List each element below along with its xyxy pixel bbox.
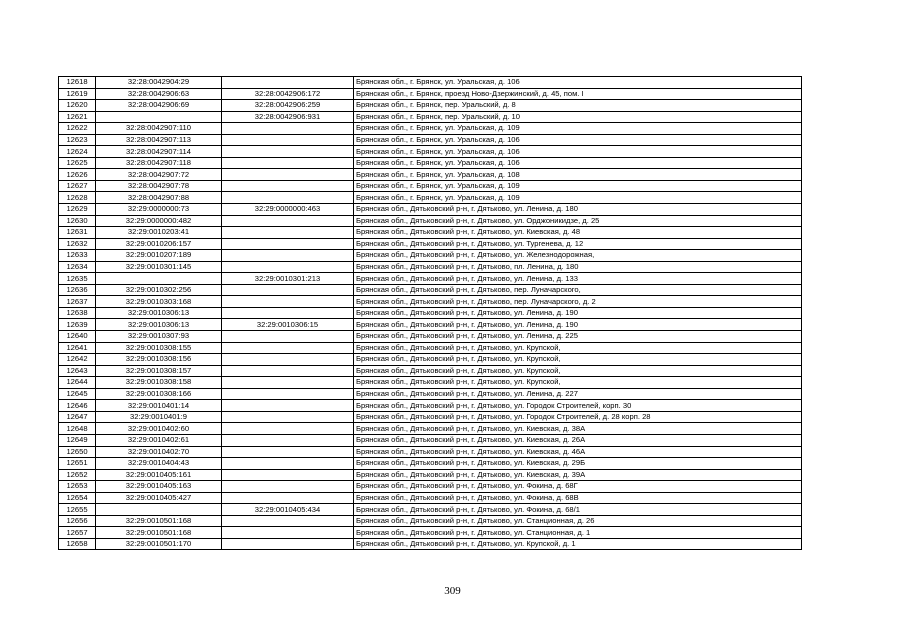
- cadastral-number-cell: 32:29:0010308:156: [96, 354, 222, 366]
- table-row: [59, 273, 802, 285]
- row-number-cell: 12650: [59, 446, 96, 458]
- row-number-cell: 12620: [59, 100, 96, 112]
- cadastral-number-cell: 32:28:0042907:113: [96, 134, 222, 146]
- cadastral-number-secondary-cell: [222, 527, 354, 539]
- row-number-cell: 12655: [59, 504, 96, 516]
- cadastral-number-secondary-cell: 32:28:0042906:931: [222, 111, 354, 123]
- row-number-cell: 12631: [59, 227, 96, 239]
- cadastral-number-secondary-cell: [222, 123, 354, 135]
- address-cell: Брянская обл., Дятьковский р-н, г. Дятьково, ул. Тургенева, д. 12: [354, 238, 802, 250]
- cadastral-number-cell: [96, 111, 222, 123]
- cadastral-number-cell: 32:29:0010307:93: [96, 331, 222, 343]
- address-cell: Брянская обл., Дятьковский р-н, г. Дятьково, ул. Станционная, д. 26: [354, 515, 802, 527]
- table-row: [59, 469, 802, 481]
- row-number-cell: 12626: [59, 169, 96, 181]
- cadastral-number-cell: 32:28:0042906:69: [96, 100, 222, 112]
- address-cell: Брянская обл., Дятьковский р-н, г. Дятьково, ул. Фокина, д. 68/1: [354, 504, 802, 516]
- address-cell: Брянская обл., Дятьковский р-н, г. Дятьково, ул. Киевская, д. 29Б: [354, 458, 802, 470]
- table-row: [59, 342, 802, 354]
- address-cell: Брянская обл., г. Брянск, проезд Ново-Дзержинский, д. 45, пом. I: [354, 88, 802, 100]
- address-cell: Брянская обл., Дятьковский р-н, г. Дятьково, ул. Киевская, д. 39А: [354, 469, 802, 481]
- cadastral-number-secondary-cell: [222, 146, 354, 158]
- table-row: [59, 250, 802, 262]
- cadastral-number-secondary-cell: [222, 377, 354, 389]
- cadastral-number-secondary-cell: [222, 284, 354, 296]
- cadastral-number-secondary-cell: [222, 481, 354, 493]
- table-row: [59, 227, 802, 239]
- address-cell: Брянская обл., Дятьковский р-н, г. Дятьково, пер. Луначарского, д. 2: [354, 296, 802, 308]
- cadastral-number-cell: 32:29:0010308:158: [96, 377, 222, 389]
- register-table-body: [59, 77, 802, 550]
- row-number-cell: 12634: [59, 261, 96, 273]
- page-number: 309: [444, 585, 461, 597]
- row-number-cell: 12642: [59, 354, 96, 366]
- cadastral-number-cell: 32:29:0010501:170: [96, 538, 222, 550]
- row-number-cell: 12619: [59, 88, 96, 100]
- table-row: [59, 307, 802, 319]
- table-row: [59, 538, 802, 550]
- cadastral-number-secondary-cell: [222, 261, 354, 273]
- address-cell: Брянская обл., г. Брянск, пер. Уральский, д. 10: [354, 111, 802, 123]
- cadastral-number-cell: 32:29:0000000:73: [96, 204, 222, 216]
- table-row: [59, 134, 802, 146]
- row-number-cell: 12651: [59, 458, 96, 470]
- cadastral-number-secondary-cell: [222, 411, 354, 423]
- cadastral-number-cell: 32:28:0042907:78: [96, 180, 222, 192]
- cadastral-number-cell: 32:29:0010207:189: [96, 250, 222, 262]
- table-row: [59, 111, 802, 123]
- row-number-cell: 12653: [59, 481, 96, 493]
- table-row: [59, 77, 802, 89]
- row-number-cell: 12657: [59, 527, 96, 539]
- cadastral-number-cell: 32:29:0010501:168: [96, 527, 222, 539]
- row-number-cell: 12635: [59, 273, 96, 285]
- address-cell: Брянская обл., г. Брянск, ул. Уральская, д. 106: [354, 134, 802, 146]
- row-number-cell: 12632: [59, 238, 96, 250]
- address-cell: Брянская обл., Дятьковский р-н, г. Дятьково, ул. Крупской,: [354, 354, 802, 366]
- row-number-cell: 12621: [59, 111, 96, 123]
- table-row: [59, 204, 802, 216]
- row-number-cell: 12624: [59, 146, 96, 158]
- address-cell: Брянская обл., Дятьковский р-н, г. Дятьково, пер. Луначарского,: [354, 284, 802, 296]
- cadastral-number-secondary-cell: [222, 215, 354, 227]
- cadastral-number-cell: 32:28:0042907:72: [96, 169, 222, 181]
- address-cell: Брянская обл., Дятьковский р-н, г. Дятьково, ул. Крупской, д. 1: [354, 538, 802, 550]
- cadastral-number-cell: 32:28:0042906:63: [96, 88, 222, 100]
- cadastral-number-secondary-cell: [222, 77, 354, 89]
- cadastral-number-secondary-cell: [222, 296, 354, 308]
- table-row: [59, 446, 802, 458]
- row-number-cell: 12646: [59, 400, 96, 412]
- cadastral-number-secondary-cell: [222, 354, 354, 366]
- cadastral-number-cell: 32:28:0042907:114: [96, 146, 222, 158]
- row-number-cell: 12652: [59, 469, 96, 481]
- table-row: [59, 331, 802, 343]
- cadastral-number-cell: 32:29:0010306:13: [96, 319, 222, 331]
- row-number-cell: 12639: [59, 319, 96, 331]
- row-number-cell: 12654: [59, 492, 96, 504]
- cadastral-number-cell: 32:28:0042907:110: [96, 123, 222, 135]
- address-cell: Брянская обл., Дятьковский р-н, г. Дятьково, пл. Ленина, д. 180: [354, 261, 802, 273]
- address-cell: Брянская обл., Дятьковский р-н, г. Дятьково, ул. Ленина, д. 227: [354, 388, 802, 400]
- table-row: [59, 192, 802, 204]
- address-cell: Брянская обл., Дятьковский р-н, г. Дятьково, ул. Орджоникидзе, д. 25: [354, 215, 802, 227]
- cadastral-number-cell: 32:29:0010405:427: [96, 492, 222, 504]
- table-row: [59, 388, 802, 400]
- address-cell: Брянская обл., Дятьковский р-н, г. Дятьково, ул. Ленина, д. 180: [354, 204, 802, 216]
- cadastral-number-secondary-cell: 32:28:0042906:172: [222, 88, 354, 100]
- cadastral-number-secondary-cell: [222, 400, 354, 412]
- cadastral-number-cell: 32:29:0010402:61: [96, 434, 222, 446]
- table-row: [59, 527, 802, 539]
- table-row: [59, 411, 802, 423]
- address-cell: Брянская обл., Дятьковский р-н, г. Дятьково, ул. Ленина, д. 133: [354, 273, 802, 285]
- table-row: [59, 169, 802, 181]
- address-cell: Брянская обл., Дятьковский р-н, г. Дятьково, ул. Киевская, д. 38А: [354, 423, 802, 435]
- address-cell: Брянская обл., Дятьковский р-н, г. Дятьково, ул. Крупской,: [354, 342, 802, 354]
- cadastral-number-secondary-cell: [222, 331, 354, 343]
- row-number-cell: 12637: [59, 296, 96, 308]
- cadastral-number-cell: 32:29:0010501:168: [96, 515, 222, 527]
- cadastral-number-secondary-cell: [222, 388, 354, 400]
- cadastral-number-cell: 32:28:0042904:29: [96, 77, 222, 89]
- address-cell: Брянская обл., Дятьковский р-н, г. Дятьково, ул. Крупской,: [354, 365, 802, 377]
- cadastral-number-secondary-cell: [222, 434, 354, 446]
- table-row: [59, 319, 802, 331]
- cadastral-number-secondary-cell: 32:29:0010306:15: [222, 319, 354, 331]
- address-cell: Брянская обл., Дятьковский р-н, г. Дятьково, ул. Городок Строителей, д. 28 корп. 28: [354, 411, 802, 423]
- cadastral-number-secondary-cell: [222, 423, 354, 435]
- cadastral-number-cell: [96, 504, 222, 516]
- table-row: [59, 377, 802, 389]
- row-number-cell: 12638: [59, 307, 96, 319]
- row-number-cell: 12644: [59, 377, 96, 389]
- address-cell: Брянская обл., Дятьковский р-н, г. Дятьково, ул. Крупской,: [354, 377, 802, 389]
- address-cell: Брянская обл., Дятьковский р-н, г. Дятьково, ул. Ленина, д. 190: [354, 319, 802, 331]
- table-row: [59, 354, 802, 366]
- cadastral-number-secondary-cell: 32:28:0042906:259: [222, 100, 354, 112]
- cadastral-number-cell: 32:29:0010405:161: [96, 469, 222, 481]
- row-number-cell: 12648: [59, 423, 96, 435]
- address-cell: Брянская обл., г. Брянск, ул. Уральская, д. 106: [354, 77, 802, 89]
- row-number-cell: 12640: [59, 331, 96, 343]
- cadastral-number-secondary-cell: [222, 515, 354, 527]
- register-table: [58, 76, 802, 550]
- table-row: [59, 157, 802, 169]
- row-number-cell: 12629: [59, 204, 96, 216]
- address-cell: Брянская обл., г. Брянск, ул. Уральская, д. 106: [354, 157, 802, 169]
- row-number-cell: 12649: [59, 434, 96, 446]
- table-row: [59, 284, 802, 296]
- cadastral-number-secondary-cell: [222, 458, 354, 470]
- row-number-cell: 12633: [59, 250, 96, 262]
- row-number-cell: 12656: [59, 515, 96, 527]
- cadastral-number-cell: 32:29:0000000:482: [96, 215, 222, 227]
- cadastral-number-cell: 32:29:0010308:157: [96, 365, 222, 377]
- cadastral-number-secondary-cell: 32:29:0010301:213: [222, 273, 354, 285]
- cadastral-number-cell: 32:29:0010303:168: [96, 296, 222, 308]
- row-number-cell: 12618: [59, 77, 96, 89]
- row-number-cell: 12647: [59, 411, 96, 423]
- address-cell: Брянская обл., Дятьковский р-н, г. Дятьково, ул. Фокина, д. 68В: [354, 492, 802, 504]
- cadastral-number-secondary-cell: [222, 192, 354, 204]
- cadastral-number-cell: 32:29:0010402:70: [96, 446, 222, 458]
- address-cell: Брянская обл., Дятьковский р-н, г. Дятьково, ул. Киевская, д. 46А: [354, 446, 802, 458]
- cadastral-number-secondary-cell: [222, 469, 354, 481]
- address-cell: Брянская обл., Дятьковский р-н, г. Дятьково, ул. Ленина, д. 190: [354, 307, 802, 319]
- table-row: [59, 481, 802, 493]
- table-row: [59, 423, 802, 435]
- cadastral-number-secondary-cell: [222, 538, 354, 550]
- cadastral-number-cell: 32:29:0010402:60: [96, 423, 222, 435]
- address-cell: Брянская обл., Дятьковский р-н, г. Дятьково, ул. Киевская, д. 26А: [354, 434, 802, 446]
- table-row: [59, 400, 802, 412]
- cadastral-number-secondary-cell: [222, 157, 354, 169]
- cadastral-number-cell: 32:29:0010301:145: [96, 261, 222, 273]
- table-row: [59, 100, 802, 112]
- address-cell: Брянская обл., Дятьковский р-н, г. Дятьково, ул. Железнодорожная,: [354, 250, 802, 262]
- cadastral-number-secondary-cell: [222, 238, 354, 250]
- address-cell: Брянская обл., Дятьковский р-н, г. Дятьково, ул. Киевская, д. 48: [354, 227, 802, 239]
- cadastral-number-secondary-cell: [222, 134, 354, 146]
- cadastral-number-secondary-cell: 32:29:0010405:434: [222, 504, 354, 516]
- cadastral-number-secondary-cell: [222, 250, 354, 262]
- address-cell: Брянская обл., г. Брянск, ул. Уральская, д. 106: [354, 146, 802, 158]
- address-cell: Брянская обл., г. Брянск, ул. Уральская, д. 109: [354, 192, 802, 204]
- cadastral-number-secondary-cell: [222, 342, 354, 354]
- row-number-cell: 12641: [59, 342, 96, 354]
- row-number-cell: 12630: [59, 215, 96, 227]
- cadastral-number-secondary-cell: 32:29:0000000:463: [222, 204, 354, 216]
- table-row: [59, 215, 802, 227]
- address-cell: Брянская обл., Дятьковский р-н, г. Дятьково, ул. Станционная, д. 1: [354, 527, 802, 539]
- cadastral-number-cell: 32:29:0010203:41: [96, 227, 222, 239]
- address-cell: Брянская обл., г. Брянск, пер. Уральский, д. 8: [354, 100, 802, 112]
- cadastral-number-cell: 32:29:0010308:155: [96, 342, 222, 354]
- row-number-cell: 12623: [59, 134, 96, 146]
- table-row: [59, 296, 802, 308]
- row-number-cell: 12625: [59, 157, 96, 169]
- cadastral-number-secondary-cell: [222, 169, 354, 181]
- cadastral-number-cell: 32:29:0010401:9: [96, 411, 222, 423]
- cadastral-number-secondary-cell: [222, 307, 354, 319]
- table-row: [59, 434, 802, 446]
- row-number-cell: 12622: [59, 123, 96, 135]
- cadastral-number-cell: 32:29:0010404:43: [96, 458, 222, 470]
- cadastral-number-cell: 32:29:0010405:163: [96, 481, 222, 493]
- table-row: [59, 365, 802, 377]
- table-row: [59, 515, 802, 527]
- address-cell: Брянская обл., Дятьковский р-н, г. Дятьково, ул. Городок Строителей, корп. 30: [354, 400, 802, 412]
- table-row: [59, 261, 802, 273]
- cadastral-number-cell: 32:28:0042907:88: [96, 192, 222, 204]
- cadastral-number-cell: 32:29:0010206:157: [96, 238, 222, 250]
- row-number-cell: 12628: [59, 192, 96, 204]
- cadastral-number-secondary-cell: [222, 492, 354, 504]
- table-row: [59, 88, 802, 100]
- table-row: [59, 504, 802, 516]
- row-number-cell: 12636: [59, 284, 96, 296]
- cadastral-number-secondary-cell: [222, 180, 354, 192]
- table-row: [59, 458, 802, 470]
- address-cell: Брянская обл., г. Брянск, ул. Уральская, д. 108: [354, 169, 802, 181]
- cadastral-number-cell: 32:29:0010306:13: [96, 307, 222, 319]
- address-cell: Брянская обл., г. Брянск, ул. Уральская, д. 109: [354, 123, 802, 135]
- cadastral-number-cell: 32:28:0042907:118: [96, 157, 222, 169]
- cadastral-number-cell: [96, 273, 222, 285]
- table-row: [59, 238, 802, 250]
- address-cell: Брянская обл., г. Брянск, ул. Уральская, д. 109: [354, 180, 802, 192]
- cadastral-number-secondary-cell: [222, 227, 354, 239]
- row-number-cell: 12658: [59, 538, 96, 550]
- cadastral-number-cell: 32:29:0010302:256: [96, 284, 222, 296]
- table-row: [59, 146, 802, 158]
- address-cell: Брянская обл., Дятьковский р-н, г. Дятьково, ул. Ленина, д. 225: [354, 331, 802, 343]
- row-number-cell: 12643: [59, 365, 96, 377]
- cadastral-number-secondary-cell: [222, 446, 354, 458]
- row-number-cell: 12627: [59, 180, 96, 192]
- table-row: [59, 123, 802, 135]
- cadastral-number-secondary-cell: [222, 365, 354, 377]
- table-row: [59, 492, 802, 504]
- cadastral-number-cell: 32:29:0010308:166: [96, 388, 222, 400]
- row-number-cell: 12645: [59, 388, 96, 400]
- table-row: [59, 180, 802, 192]
- cadastral-number-cell: 32:29:0010401:14: [96, 400, 222, 412]
- address-cell: Брянская обл., Дятьковский р-н, г. Дятьково, ул. Фокина, д. 68Г: [354, 481, 802, 493]
